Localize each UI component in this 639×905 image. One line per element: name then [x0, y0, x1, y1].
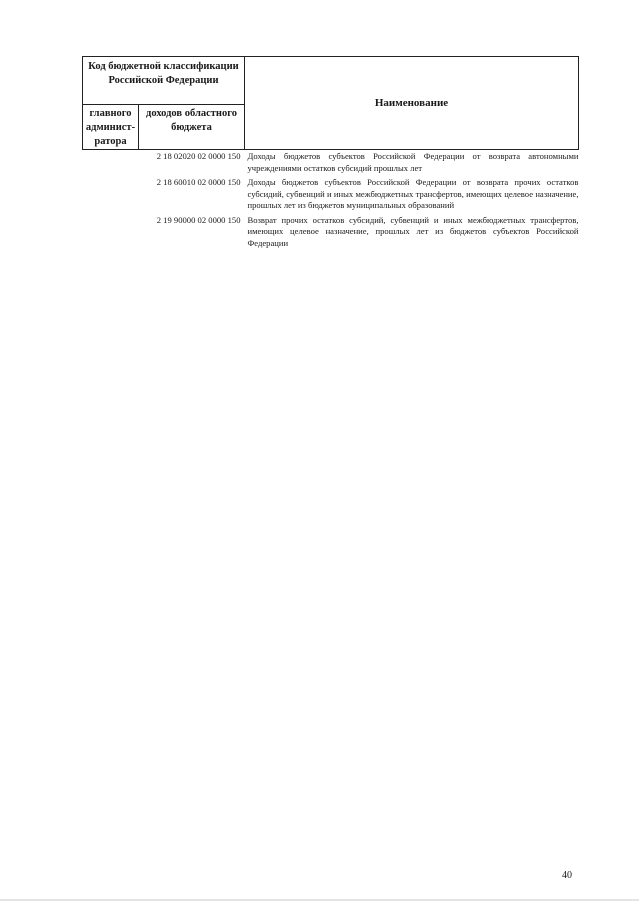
page-number: 40 — [562, 870, 572, 881]
income-code-cell: 2 19 90000 02 0000 150 — [156, 214, 241, 225]
table-row — [83, 176, 579, 214]
table-row — [83, 150, 579, 177]
admin-code-cell — [83, 150, 139, 177]
income-code-cell: 2 18 02020 02 0000 150 — [156, 151, 241, 161]
table-row — [83, 214, 579, 252]
code-group-header: Код бюджетной классификации Российской Федерации — [83, 57, 245, 105]
income-name-cell: Доходы бюджетов субъектов Российской Федерации от возврата автономными учреждениями остатков субсидий прошлых лет — [247, 151, 579, 173]
income-name-cell: Доходы бюджетов субъектов Российской Федерации от возврата прочих остатков субсидий, субвенций и иных межбюджетных трансфертов, имеющих целевое назначение, прошлых лет из бюджетов муниципальных образований — [247, 177, 579, 210]
scan-bottom-edge — [0, 899, 639, 901]
admin-code-cell — [83, 214, 139, 252]
table-header-row — [83, 57, 579, 105]
income-code-cell: 2 18 60010 02 0000 150 — [156, 177, 241, 187]
budget-classification-table — [82, 56, 579, 251]
income-column-header: доходов областного бюджета — [139, 105, 245, 150]
income-name-cell: Возврат прочих остатков субсидий, субвенций и иных межбюджетных трансфертов, имеющих целевое назначение, прошлых лет из бюджетов субъектов Российской Федерации — [247, 214, 579, 248]
name-column-header: Наименование — [245, 57, 579, 150]
admin-code-cell — [83, 176, 139, 214]
admin-column-header: главного админист-ратора — [83, 105, 139, 150]
